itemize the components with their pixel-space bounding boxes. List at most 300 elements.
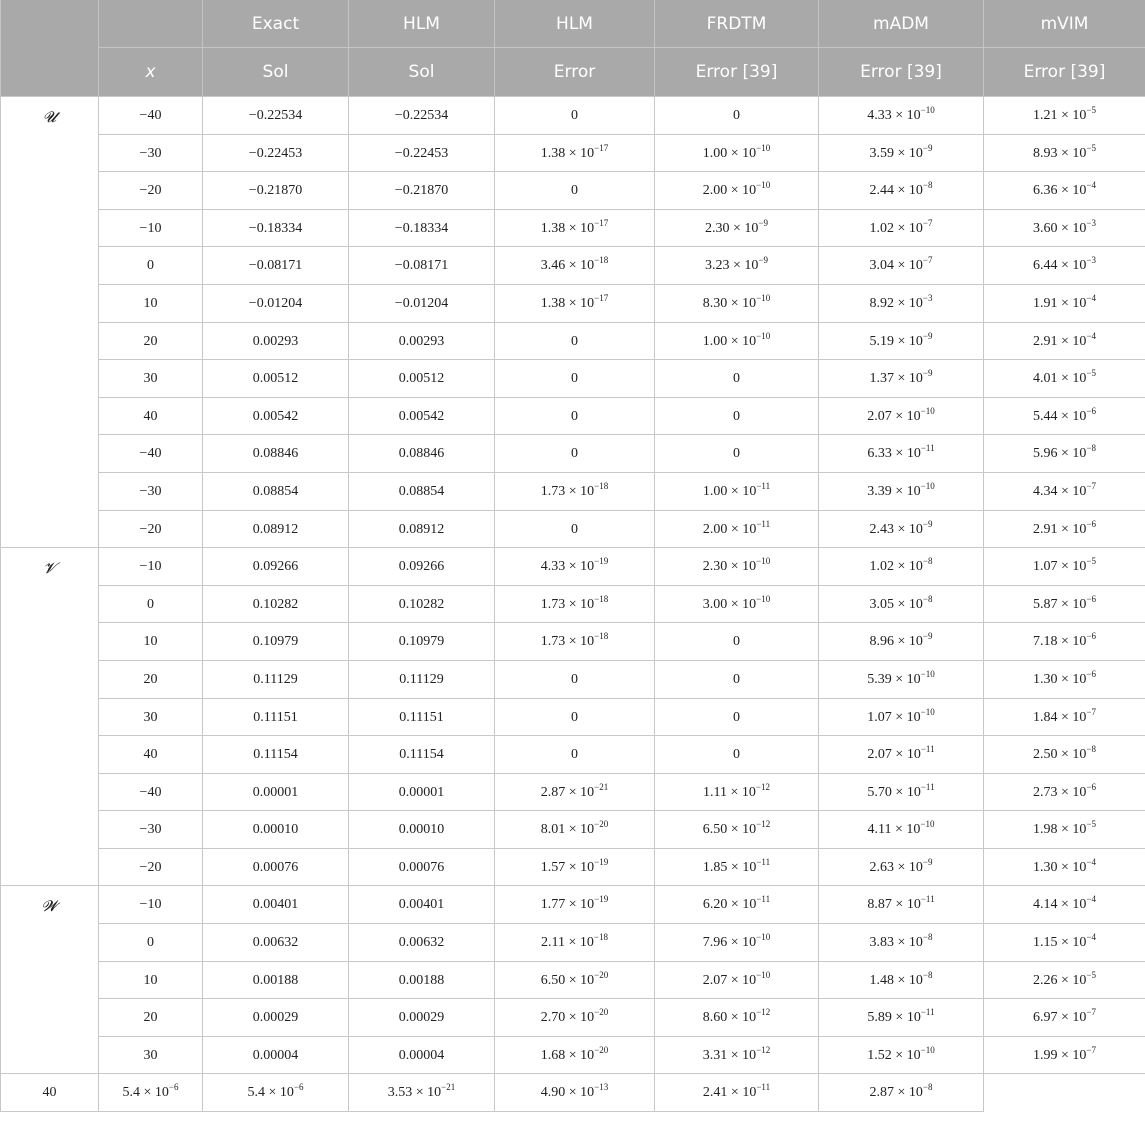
cell-madm (819, 247, 984, 285)
cell-exponent: −18 (594, 255, 609, 266)
cell-exponent: −8 (1086, 443, 1096, 454)
header-hlm-sol: HLM (349, 0, 495, 48)
cell-value: 2.26 × 10 (1033, 972, 1087, 988)
cell-mvim (984, 360, 1145, 398)
cell-exponent: −18 (594, 593, 609, 604)
cell-frdtm (655, 773, 819, 811)
cell-hlm-err (495, 510, 655, 548)
cell-madm (819, 284, 984, 322)
cell-exponent: −10 (756, 932, 771, 943)
cell-exponent: −11 (756, 480, 771, 491)
cell-value: 0 (733, 634, 740, 650)
cell-exact (203, 623, 349, 661)
cell-hlm (349, 623, 495, 661)
cell-value: 0 (733, 408, 740, 424)
cell-exponent: −8 (922, 593, 933, 604)
cell-exponent: −5 (1086, 142, 1096, 153)
cell-frdtm (655, 736, 819, 774)
cell-x: 0 (99, 924, 203, 962)
table-row (1, 172, 1145, 210)
cell-value: 0.11154 (399, 747, 444, 763)
cell-mvim (984, 548, 1145, 586)
cell-value: 1.30 × 10 (1033, 859, 1087, 875)
cell-value: 0.08854 (252, 483, 299, 499)
cell-value: 8.92 × 10 (869, 295, 923, 311)
cell-value: 0.00029 (252, 1010, 299, 1026)
cell-value: 1.91 × 10 (1033, 295, 1087, 311)
cell-value: 0.00188 (252, 972, 299, 988)
cell-exact (203, 435, 349, 473)
table-row (1, 961, 1145, 999)
cell-value: 0.00188 (398, 972, 445, 988)
cell-value: 4.33 × 10 (867, 108, 921, 123)
cell-hlm-err (495, 209, 655, 247)
cell-value: 7.18 × 10 (1033, 634, 1087, 650)
cell-madm (819, 773, 984, 811)
cell-madm (819, 623, 984, 661)
cell-mvim (984, 397, 1145, 435)
cell-exponent: −10 (756, 593, 771, 604)
cell-value: 5.89 × 10 (867, 1010, 921, 1026)
cell-exponent: −9 (922, 856, 933, 867)
cell-value: 0.08854 (398, 483, 445, 499)
cell-exponent: −4 (1086, 856, 1096, 867)
header-row-2 (1, 48, 1145, 97)
cell-exact (203, 999, 349, 1037)
cell-frdtm (655, 322, 819, 360)
cell-hlm (349, 172, 495, 210)
cell-value: 1.57 × 10 (540, 859, 595, 875)
cell-x: −40 (99, 97, 203, 135)
cell-x: 10 (99, 284, 203, 322)
cell-value: 3.39 × 10 (867, 483, 921, 499)
cell-exponent: −5 (1086, 368, 1096, 379)
cell-mvim (984, 585, 1145, 623)
cell-hlm-err (495, 848, 655, 886)
cell-hlm (349, 660, 495, 698)
cell-value: 0 (571, 371, 578, 387)
cell-value: 0.00004 (398, 1047, 445, 1063)
cell-value: 8.93 × 10 (1033, 145, 1087, 161)
cell-value: 0.00293 (252, 333, 299, 349)
cell-value: 0.00293 (398, 333, 445, 349)
cell-frdtm (655, 811, 819, 849)
cell-value: 1.30 × 10 (1033, 671, 1087, 687)
cell-value: 1.38 × 10 (540, 220, 595, 236)
cell-value: 0 (733, 709, 740, 725)
cell-exponent: −7 (922, 217, 933, 228)
cell-hlm (349, 284, 495, 322)
table-row (1, 209, 1145, 247)
cell-exponent: −19 (594, 556, 609, 567)
cell-value: 0 (571, 671, 578, 687)
cell-madm (819, 886, 984, 924)
cell-madm (655, 1074, 819, 1112)
cell-exponent: −3 (922, 292, 933, 303)
cell-x: 40 (1, 1074, 99, 1112)
cell-x: 0 (99, 247, 203, 285)
cell-value: 0 (571, 333, 578, 349)
cell-value: 0.00542 (398, 408, 445, 424)
cell-exponent: −6 (293, 1082, 304, 1093)
cell-mvim (984, 698, 1145, 736)
cell-value: 2.44 × 10 (869, 183, 923, 199)
cell-value: 1.85 × 10 (702, 859, 757, 875)
cell-madm (819, 435, 984, 473)
cell-value: 1.15 × 10 (1033, 935, 1087, 951)
cell-mvim (984, 284, 1145, 322)
cell-value: 1.77 × 10 (540, 897, 595, 913)
cell-mvim (984, 510, 1145, 548)
cell-exact (203, 284, 349, 322)
cell-value: 4.33 × 10 (540, 559, 595, 575)
group-label: 𝓦 (1, 886, 99, 1074)
cell-hlm-err (495, 322, 655, 360)
cell-value: 1.73 × 10 (540, 483, 595, 499)
cell-value: 0.00076 (398, 859, 445, 875)
cell-madm (819, 660, 984, 698)
cell-x: −10 (99, 548, 203, 586)
cell-exponent: −12 (755, 781, 770, 792)
cell-value: 0.10979 (398, 634, 445, 650)
cell-value: 6.44 × 10 (1033, 258, 1087, 274)
cell-value: 1.21 × 10 (1033, 108, 1087, 123)
cell-hlm (349, 736, 495, 774)
cell-frdtm (655, 360, 819, 398)
header-madm-error: Error [39] (819, 48, 984, 97)
cell-madm (819, 811, 984, 849)
table-row (1, 585, 1145, 623)
cell-x: 20 (99, 999, 203, 1037)
cell-hlm-err (495, 284, 655, 322)
cell-hlm-err (495, 698, 655, 736)
header-x-top (99, 0, 203, 48)
cell-exponent: −6 (1086, 405, 1096, 416)
cell-value: 3.83 × 10 (869, 935, 923, 951)
cell-exponent: −18 (593, 932, 608, 943)
cell-exponent: −9 (922, 368, 933, 379)
cell-exponent: −5 (1086, 105, 1096, 115)
cell-value: 0.00010 (398, 822, 445, 838)
cell-exact (203, 1036, 349, 1074)
cell-exponent: −12 (756, 1007, 771, 1018)
cell-hlm-err (495, 472, 655, 510)
cell-hlm (349, 773, 495, 811)
cell-exponent: −11 (756, 856, 771, 867)
cell-exponent: −17 (594, 142, 609, 153)
cell-exponent: −20 (594, 819, 609, 830)
cell-value: 0.09266 (398, 559, 445, 575)
cell-exponent: −10 (756, 292, 771, 303)
cell-exponent: −6 (168, 1082, 179, 1093)
cell-frdtm (655, 209, 819, 247)
cell-value: 0.00029 (398, 1010, 445, 1026)
cell-value: 1.11 × 10 (703, 784, 756, 800)
cell-hlm (349, 510, 495, 548)
cell-hlm (349, 247, 495, 285)
cell-mvim (984, 472, 1145, 510)
cell-exponent: −13 (594, 1082, 609, 1093)
cell-value: 8.60 × 10 (702, 1010, 757, 1026)
cell-value: −0.21870 (248, 183, 303, 199)
cell-value: 0.00401 (252, 897, 299, 913)
cell-value: 0.11129 (399, 671, 444, 687)
cell-value: 2.91 × 10 (1033, 521, 1087, 537)
cell-mvim (984, 773, 1145, 811)
cell-frdtm (655, 886, 819, 924)
cell-value: 0.08912 (252, 521, 299, 537)
cell-value: 8.87 × 10 (867, 897, 921, 913)
cell-value: 0 (571, 521, 578, 537)
cell-frdtm (655, 924, 819, 962)
cell-frdtm (655, 397, 819, 435)
cell-frdtm (655, 172, 819, 210)
cell-mvim (984, 97, 1145, 135)
cell-exponent: −10 (756, 180, 771, 191)
cell-madm (819, 924, 984, 962)
cell-mvim (984, 247, 1145, 285)
cell-value: 8.01 × 10 (540, 822, 595, 838)
table-row (1, 472, 1145, 510)
cell-value: 1.07 × 10 (867, 709, 921, 725)
cell-value: 4.90 × 10 (540, 1085, 595, 1101)
cell-hlm (349, 585, 495, 623)
cell-exponent: −10 (756, 969, 771, 980)
cell-value: 0 (571, 183, 578, 199)
cell-mvim (984, 999, 1145, 1037)
cell-exact (203, 209, 349, 247)
cell-exponent: −10 (920, 1044, 935, 1055)
table-row (1, 698, 1145, 736)
cell-exponent: −10 (920, 819, 935, 830)
cell-value: 3.23 × 10 (705, 258, 759, 274)
cell-exponent: −11 (920, 1007, 935, 1018)
cell-exponent: −11 (920, 744, 935, 755)
cell-exponent: −10 (920, 480, 935, 491)
cell-exponent: −6 (1086, 668, 1096, 679)
cell-exponent: −10 (756, 142, 771, 153)
cell-exponent: −10 (920, 405, 935, 416)
cell-value: 5.44 × 10 (1033, 408, 1087, 424)
cell-x: 0 (99, 585, 203, 623)
table-row (1, 1074, 1145, 1112)
cell-value: 2.07 × 10 (702, 972, 757, 988)
cell-value: 2.91 × 10 (1033, 333, 1087, 349)
table-row (1, 924, 1145, 962)
cell-exponent: −4 (1086, 330, 1096, 341)
header-exact-sol: Sol (203, 48, 349, 97)
cell-frdtm (655, 134, 819, 172)
cell-frdtm (655, 1036, 819, 1074)
cell-exponent: −10 (920, 105, 935, 115)
cell-mvim (984, 623, 1145, 661)
cell-exact (203, 172, 349, 210)
cell-hlm-err (349, 1074, 495, 1112)
cell-value: 2.43 × 10 (869, 521, 923, 537)
cell-madm (819, 1036, 984, 1074)
cell-value: 2.63 × 10 (869, 859, 923, 875)
table-row (1, 134, 1145, 172)
cell-value: 0 (733, 747, 740, 763)
cell-exponent: −7 (1086, 480, 1096, 491)
cell-frdtm (655, 585, 819, 623)
cell-x: 30 (99, 1036, 203, 1074)
table-row (1, 660, 1145, 698)
cell-value: 5.19 × 10 (869, 333, 923, 349)
cell-frdtm (655, 284, 819, 322)
cell-value: 4.34 × 10 (1033, 483, 1087, 499)
cell-value: 1.00 × 10 (702, 483, 757, 499)
cell-mvim (984, 435, 1145, 473)
cell-x: −10 (99, 886, 203, 924)
cell-madm (819, 961, 984, 999)
cell-x: −20 (99, 172, 203, 210)
cell-exact (203, 698, 349, 736)
cell-exponent: −12 (756, 819, 771, 830)
cell-x: 30 (99, 698, 203, 736)
cell-value: 1.38 × 10 (540, 145, 595, 161)
cell-value: 2.30 × 10 (702, 559, 757, 575)
cell-mvim (984, 886, 1145, 924)
header-var-bottom (1, 48, 99, 97)
cell-exponent: −3 (1086, 217, 1096, 228)
cell-value: 0.09266 (252, 559, 299, 575)
cell-hlm-err (495, 961, 655, 999)
cell-value: 4.11 × 10 (867, 822, 921, 838)
cell-exponent: −10 (756, 330, 771, 341)
cell-value: −0.21870 (394, 183, 449, 199)
cell-exponent: −21 (441, 1082, 456, 1093)
cell-frdtm (655, 472, 819, 510)
cell-value: 1.00 × 10 (702, 145, 757, 161)
cell-exponent: −10 (756, 556, 771, 567)
cell-madm (819, 97, 984, 135)
cell-hlm-err (495, 247, 655, 285)
cell-hlm-err (495, 435, 655, 473)
cell-x: −20 (99, 510, 203, 548)
cell-exponent: −20 (594, 1007, 609, 1018)
cell-exponent: −3 (1086, 255, 1096, 266)
cell-x: −30 (99, 134, 203, 172)
cell-value: 1.84 × 10 (1033, 709, 1087, 725)
cell-x: −30 (99, 472, 203, 510)
cell-value: 3.59 × 10 (869, 145, 923, 161)
cell-value: 6.50 × 10 (540, 972, 595, 988)
cell-value: 0.00632 (252, 935, 299, 951)
cell-hlm-err (495, 660, 655, 698)
cell-mvim (984, 660, 1145, 698)
cell-exact (99, 1074, 203, 1112)
cell-exponent: −5 (1086, 556, 1096, 567)
cell-value: 3.00 × 10 (702, 596, 757, 612)
header-row-1 (1, 0, 1145, 48)
cell-exponent: −20 (594, 1044, 609, 1055)
cell-value: −0.22453 (394, 145, 449, 161)
header-frdtm: FRDTM (655, 0, 819, 48)
cell-hlm-err (495, 97, 655, 135)
cell-frdtm (655, 698, 819, 736)
cell-value: −0.22453 (248, 145, 303, 161)
cell-x: 40 (99, 397, 203, 435)
cell-hlm (349, 322, 495, 360)
cell-madm (819, 209, 984, 247)
cell-exponent: −4 (1086, 292, 1096, 303)
cell-madm (819, 360, 984, 398)
cell-hlm (349, 961, 495, 999)
cell-exact (203, 510, 349, 548)
cell-mvim (819, 1074, 984, 1112)
cell-exponent: −10 (920, 706, 935, 717)
cell-value: 8.30 × 10 (702, 295, 757, 311)
cell-value: 2.87 × 10 (869, 1085, 923, 1101)
cell-value: 6.20 × 10 (702, 897, 757, 913)
cell-exact (203, 585, 349, 623)
cell-hlm-err (495, 623, 655, 661)
cell-mvim (984, 322, 1145, 360)
cell-value: 0 (571, 108, 578, 123)
cell-hlm-err (495, 172, 655, 210)
cell-value: 0.00010 (252, 822, 299, 838)
cell-value: 0.11151 (253, 709, 298, 725)
header-mvim: mVIM (984, 0, 1145, 48)
cell-mvim (984, 1036, 1145, 1074)
cell-hlm (349, 698, 495, 736)
header-madm: mADM (819, 0, 984, 48)
cell-frdtm (655, 999, 819, 1037)
table-row (1, 435, 1145, 473)
cell-x: −40 (99, 435, 203, 473)
cell-exponent: −6 (1086, 518, 1096, 529)
cell-value: 3.04 × 10 (869, 258, 923, 274)
cell-exponent: −9 (922, 142, 933, 153)
cell-value: 5.4 × 10 (122, 1085, 169, 1101)
cell-hlm (349, 1036, 495, 1074)
cell-madm (819, 999, 984, 1037)
cell-value: 1.00 × 10 (702, 333, 757, 349)
cell-hlm (349, 97, 495, 135)
cell-exponent: −20 (594, 969, 609, 980)
cell-value: 2.73 × 10 (1033, 784, 1087, 800)
cell-value: −0.18334 (394, 220, 449, 236)
cell-frdtm (655, 848, 819, 886)
cell-madm (819, 848, 984, 886)
cell-value: 5.39 × 10 (867, 671, 921, 687)
header-hlm-error-sub: Error (495, 48, 655, 97)
cell-exact (203, 472, 349, 510)
cell-value: 6.36 × 10 (1033, 183, 1087, 199)
cell-hlm-err (495, 999, 655, 1037)
cell-hlm (349, 811, 495, 849)
cell-value: 2.00 × 10 (702, 521, 757, 537)
cell-value: 3.05 × 10 (869, 596, 923, 612)
cell-value: 5.87 × 10 (1033, 596, 1087, 612)
cell-value: 5.70 × 10 (867, 784, 921, 800)
cell-exponent: −9 (922, 631, 933, 642)
cell-x: 10 (99, 961, 203, 999)
cell-exact (203, 360, 349, 398)
cell-frdtm (655, 97, 819, 135)
cell-frdtm (655, 623, 819, 661)
cell-hlm (349, 924, 495, 962)
cell-exact (203, 886, 349, 924)
cell-exact (203, 97, 349, 135)
table-header (1, 0, 1145, 97)
cell-madm (819, 134, 984, 172)
cell-hlm-err (495, 397, 655, 435)
table-row (1, 97, 1145, 135)
cell-value: −0.01204 (248, 295, 303, 311)
table-row (1, 548, 1145, 586)
